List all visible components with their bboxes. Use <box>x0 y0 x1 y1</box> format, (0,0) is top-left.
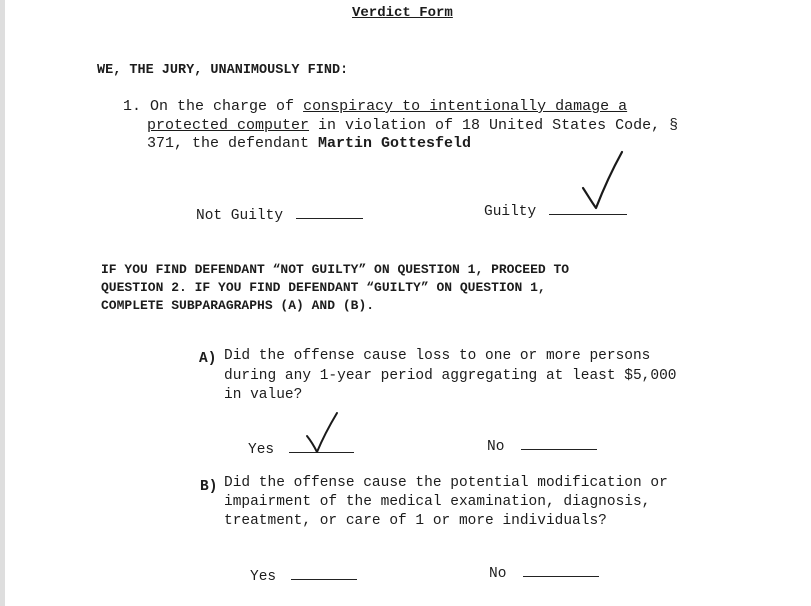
subquestion-b-line-2: impairment of the medical examination, diagnosis, <box>224 494 651 510</box>
subquestion-a-letter: A) <box>199 351 217 367</box>
defendant-name: Martin Gottesfeld <box>318 135 472 152</box>
subquestion-b-yes-blank[interactable] <box>291 578 357 580</box>
subquestion-a-yes-checkmark-icon <box>303 410 343 456</box>
not-guilty-label: Not Guilty <box>196 208 284 224</box>
subquestion-a-no-blank[interactable] <box>521 448 597 450</box>
page-edge <box>0 0 5 606</box>
subquestion-a-no-label: No <box>487 439 505 455</box>
not-guilty-option[interactable] <box>196 207 363 226</box>
question1-line3 <box>147 134 471 153</box>
subquestion-b-line-3: treatment, or care of 1 or more individuals? <box>224 513 607 529</box>
instruction-line-3: COMPLETE SUBPARAGRAPHS (A) AND (B). <box>101 298 375 313</box>
subquestion-b-yes-label: Yes <box>250 569 277 585</box>
form-title: Verdict Form <box>352 5 453 21</box>
guilty-checkmark-icon <box>578 150 628 215</box>
subquestion-a-line-2: during any 1-year period aggregating at least $5,000 <box>224 368 677 384</box>
subquestion-b-no-option[interactable] <box>489 565 599 584</box>
subquestion-a-line-3: in value? <box>224 387 303 403</box>
instruction-line-1: IF YOU FIND DEFENDANT “NOT GUILTY” ON QUESTION 1, PROCEED TO <box>101 262 570 277</box>
subquestion-a-yes-label: Yes <box>248 442 275 458</box>
jury-heading: WE, THE JURY, UNANIMOUSLY FIND: <box>97 63 349 78</box>
guilty-label: Guilty <box>484 204 537 220</box>
subquestion-a-line-1: Did the offense cause loss to one or more persons <box>224 348 651 364</box>
subquestion-b-line-1: Did the offense cause the potential modification or <box>224 475 668 491</box>
subquestion-b-letter: B) <box>200 479 218 495</box>
subquestion-a-no-option[interactable] <box>487 438 597 457</box>
subquestion-b-no-label: No <box>489 566 507 582</box>
statute-section: 371, the defendant <box>147 135 319 152</box>
charge-text-underlined: conspiracy to intentionally damage a <box>303 98 628 115</box>
subquestion-b-yes-option[interactable] <box>250 568 357 587</box>
question1-line2 <box>147 116 678 135</box>
subquestion-b-no-blank[interactable] <box>523 575 599 577</box>
not-guilty-blank[interactable] <box>296 217 363 219</box>
question1-line1 <box>123 97 627 116</box>
instruction-line-2: QUESTION 2. IF YOU FIND DEFENDANT “GUILTY” ON QUESTION 1, <box>101 280 546 295</box>
question1-text-pre: On the charge of <box>150 98 304 115</box>
statute-text: in violation of 18 United States Code, § <box>309 117 679 134</box>
question1-number: 1. <box>123 98 142 115</box>
charge-text-underlined-2: protected computer <box>147 117 310 134</box>
